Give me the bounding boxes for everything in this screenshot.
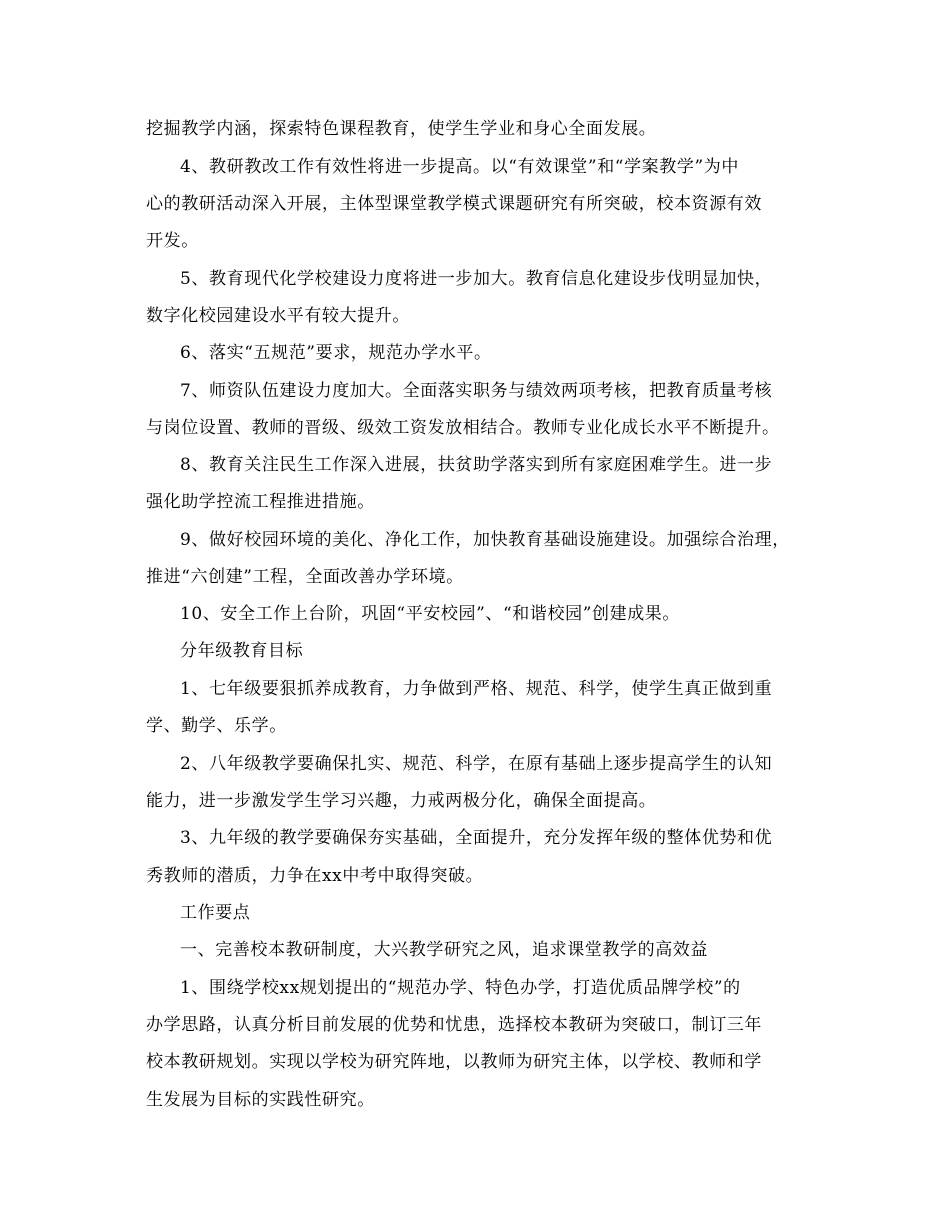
paragraph-line: 数字化校园建设水平有较大提升。	[146, 306, 410, 326]
paragraph-line: 推进“六创建”工程，全面改善办学环境。	[146, 567, 464, 587]
paragraph-line: 2、八年级教学要确保扎实、规范、科学，在原有基础上逐步提高学生的认知	[180, 754, 773, 774]
paragraph-line: 3、九年级的教学要确保夯实基础，全面提升，充分发挥年级的整体优势和优	[180, 828, 773, 848]
paragraph-line: 6、落实“五规范”要求，规范办学水平。	[180, 343, 492, 363]
paragraph-line: 秀教师的潜质，力争在xx中考中取得突破。	[146, 866, 484, 886]
paragraph-line: 5、教育现代化学校建设力度将进一步加大。教育信息化建设步伐明显加快，	[180, 269, 773, 289]
paragraph-line: 强化助学控流工程推进措施。	[146, 492, 375, 512]
paragraph-line: 1、围绕学校xx规划提出的“规范办学、特色办学，打造优质品牌学校”的	[180, 978, 741, 998]
paragraph-line: 能力，进一步激发学生学习兴趣，力戒两极分化，确保全面提高。	[146, 791, 657, 811]
paragraph-line: 挖掘教学内涵，探索特色课程教育，使学生学业和身心全面发展。	[146, 119, 657, 139]
paragraph-line: 与岗位设置、教师的晋级、级效工资发放相结合。教师专业化成长水平不断提升。	[146, 418, 780, 438]
paragraph-line: 办学思路，认真分析目前发展的优势和忧患，选择校本教研为突破口，制订三年	[146, 1015, 762, 1035]
paragraph-line: 生发展为目标的实践性研究。	[146, 1090, 375, 1110]
paragraph-line: 7、师资队伍建设力度加大。全面落实职务与绩效两项考核，把教育质量考核	[180, 381, 773, 401]
paragraph-line: 开发。	[146, 231, 199, 251]
paragraph-line: 校本教研规划。实现以学校为研究阵地，以教师为研究主体，以学校、教师和学	[146, 1052, 762, 1072]
paragraph-line: 1、七年级要狠抓养成教育，力争做到严格、规范、科学，使学生真正做到重	[180, 679, 773, 699]
paragraph-line: 9、做好校园环境的美化、净化工作，加快教育基础设施建设。加强综合治理，	[180, 530, 790, 550]
paragraph-line: 4、教研教改工作有效性将进一步提高。以“有效课堂”和“学案教学”为中	[180, 157, 739, 177]
section-heading: 工作要点	[180, 903, 251, 923]
subsection-heading: 一、完善校本教研制度，大兴教学研究之风，追求课堂教学的高效益	[180, 940, 708, 960]
paragraph-line: 8、教育关注民生工作深入进展，扶贫助学落实到所有家庭困难学生。进一步	[180, 455, 773, 475]
paragraph-line: 心的教研活动深入开展，主体型课堂教学模式课题研究有所突破，校本资源有效	[146, 194, 762, 214]
paragraph-line: 10、安全工作上台阶，巩固“平安校园”、“和谐校园”创建成果。	[180, 604, 680, 624]
paragraph-line: 学、勤学、乐学。	[146, 716, 287, 736]
section-heading: 分年级教育目标	[180, 641, 304, 661]
